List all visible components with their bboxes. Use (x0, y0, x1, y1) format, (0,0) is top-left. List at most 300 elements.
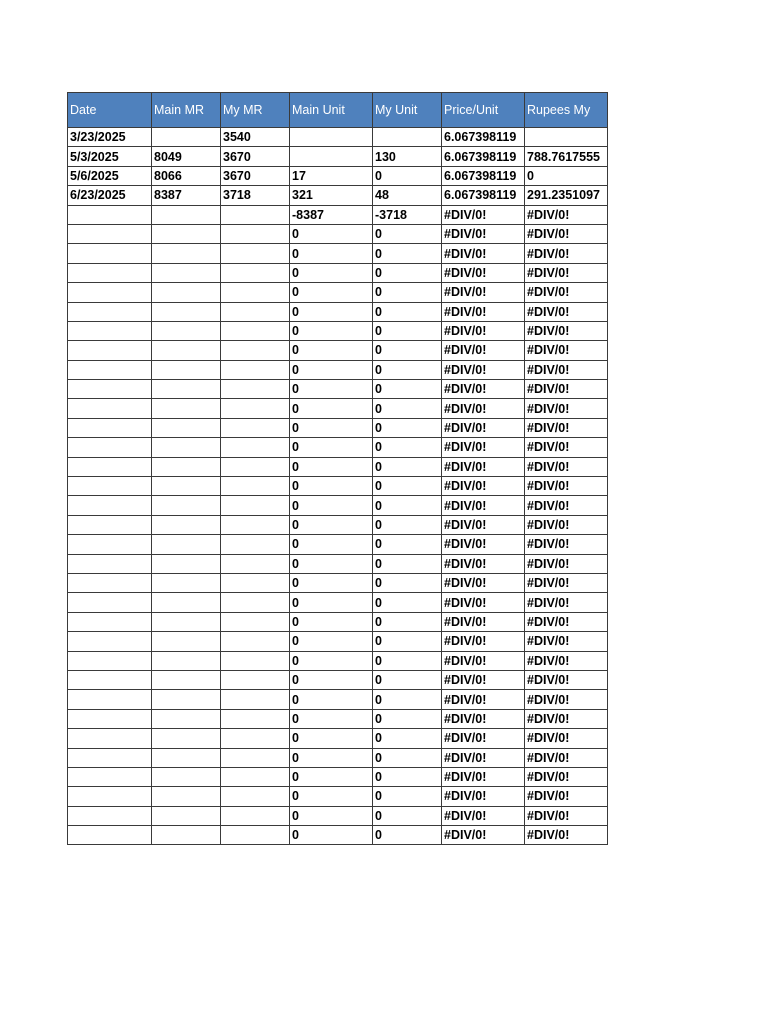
table-cell[interactable] (152, 515, 221, 534)
table-cell[interactable] (68, 670, 152, 689)
table-cell[interactable]: 0 (290, 573, 373, 592)
table-cell[interactable]: 8066 (152, 166, 221, 185)
table-cell[interactable] (68, 283, 152, 302)
table-cell[interactable] (152, 205, 221, 224)
table-cell[interactable]: #DIV/0! (442, 302, 525, 321)
table-cell[interactable]: 0 (373, 477, 442, 496)
table-cell[interactable] (221, 593, 290, 612)
table-cell[interactable]: #DIV/0! (442, 709, 525, 728)
column-header[interactable]: Rupees My (525, 93, 608, 128)
table-cell[interactable] (152, 612, 221, 631)
table-cell[interactable]: 0 (373, 438, 442, 457)
table-row (68, 224, 608, 243)
table-cell[interactable]: #DIV/0! (442, 806, 525, 825)
table-cell[interactable]: #DIV/0! (442, 477, 525, 496)
table-cell[interactable]: 6/23/2025 (68, 186, 152, 205)
table-cell[interactable] (152, 690, 221, 709)
table-row (68, 283, 608, 302)
table-cell[interactable]: 0 (290, 593, 373, 612)
table-cell[interactable] (221, 457, 290, 476)
table-cell[interactable]: 0 (290, 612, 373, 631)
table-cell[interactable] (68, 496, 152, 515)
table-row (68, 341, 608, 360)
table-cell[interactable] (152, 593, 221, 612)
table-row (68, 321, 608, 340)
table-cell[interactable]: #DIV/0! (442, 380, 525, 399)
table-cell[interactable]: 0 (290, 709, 373, 728)
table-cell[interactable]: 0 (290, 748, 373, 767)
table-row (68, 457, 608, 476)
table-cell[interactable] (221, 632, 290, 651)
table-row (68, 263, 608, 282)
column-header[interactable]: Price/Unit (442, 93, 525, 128)
table-cell[interactable] (68, 263, 152, 282)
table-cell[interactable]: 3670 (221, 147, 290, 166)
table-cell[interactable]: 0 (373, 535, 442, 554)
table-cell[interactable] (152, 244, 221, 263)
table-cell[interactable] (152, 302, 221, 321)
table-cell[interactable]: 0 (290, 554, 373, 573)
table-cell[interactable]: -8387 (290, 205, 373, 224)
table-cell[interactable] (68, 380, 152, 399)
table-cell[interactable]: -3718 (373, 205, 442, 224)
table-cell[interactable] (221, 767, 290, 786)
table-cell[interactable] (68, 826, 152, 845)
table-cell[interactable] (152, 670, 221, 689)
table-cell[interactable]: 3718 (221, 186, 290, 205)
table-cell[interactable] (221, 806, 290, 825)
table-cell[interactable] (221, 244, 290, 263)
table-cell[interactable]: 0 (290, 729, 373, 748)
table-cell[interactable]: 0 (373, 748, 442, 767)
table-cell[interactable]: 321 (290, 186, 373, 205)
table-cell[interactable]: #DIV/0! (525, 554, 608, 573)
table-row (68, 438, 608, 457)
table-cell[interactable] (152, 767, 221, 786)
table-cell[interactable]: #DIV/0! (525, 748, 608, 767)
table-row (68, 399, 608, 418)
table-cell[interactable] (68, 205, 152, 224)
table-row (68, 670, 608, 689)
table-cell[interactable]: #DIV/0! (442, 438, 525, 457)
table-cell[interactable]: #DIV/0! (525, 767, 608, 786)
table-cell[interactable]: #DIV/0! (442, 283, 525, 302)
table-cell[interactable] (221, 651, 290, 670)
table-row (68, 787, 608, 806)
table-cell[interactable]: 0 (290, 826, 373, 845)
table-cell[interactable]: 0 (290, 535, 373, 554)
table-cell[interactable] (152, 283, 221, 302)
table-cell[interactable]: 6.067398119 (442, 166, 525, 185)
table-cell[interactable] (221, 709, 290, 728)
table-cell[interactable] (221, 535, 290, 554)
table-cell[interactable]: #DIV/0! (442, 612, 525, 631)
table-cell[interactable]: 0 (373, 496, 442, 515)
table-cell[interactable]: 0 (290, 787, 373, 806)
table-cell[interactable]: 0 (373, 554, 442, 573)
table-cell[interactable]: 5/3/2025 (68, 147, 152, 166)
table-cell[interactable]: 0 (290, 477, 373, 496)
table-cell[interactable] (68, 399, 152, 418)
table-cell[interactable] (68, 360, 152, 379)
table-row (68, 535, 608, 554)
table-cell[interactable]: 0 (373, 787, 442, 806)
table-cell[interactable]: 0 (290, 380, 373, 399)
table-cell[interactable]: 48 (373, 186, 442, 205)
table-cell[interactable]: 0 (373, 224, 442, 243)
table-cell[interactable]: 0 (373, 593, 442, 612)
table-cell[interactable]: #DIV/0! (525, 302, 608, 321)
table-cell[interactable]: #DIV/0! (442, 651, 525, 670)
table-row (68, 651, 608, 670)
table-cell[interactable] (221, 263, 290, 282)
table-cell[interactable]: #DIV/0! (525, 496, 608, 515)
table-cell[interactable] (152, 826, 221, 845)
table-cell[interactable]: 0 (373, 283, 442, 302)
table-cell[interactable]: #DIV/0! (442, 826, 525, 845)
table-cell[interactable]: #DIV/0! (525, 690, 608, 709)
table-cell[interactable] (152, 263, 221, 282)
table-cell[interactable]: 6.067398119 (442, 147, 525, 166)
table-cell[interactable] (68, 690, 152, 709)
table-cell[interactable] (68, 535, 152, 554)
table-cell[interactable] (152, 535, 221, 554)
table-cell[interactable]: 3670 (221, 166, 290, 185)
table-cell[interactable]: 0 (373, 457, 442, 476)
table-cell[interactable]: 0 (373, 263, 442, 282)
table-cell[interactable] (152, 457, 221, 476)
column-header[interactable]: Main Unit (290, 93, 373, 128)
table-cell[interactable]: 0 (290, 767, 373, 786)
table-cell[interactable]: 0 (373, 341, 442, 360)
table-cell[interactable]: 0 (373, 709, 442, 728)
table-cell[interactable] (68, 515, 152, 534)
table-cell[interactable]: #DIV/0! (525, 205, 608, 224)
table-cell[interactable]: 3/23/2025 (68, 128, 152, 147)
table-cell[interactable] (68, 341, 152, 360)
table-cell[interactable] (68, 244, 152, 263)
table-cell[interactable] (221, 573, 290, 592)
table-cell[interactable]: 17 (290, 166, 373, 185)
table-cell[interactable] (221, 360, 290, 379)
table-cell[interactable]: 0 (290, 457, 373, 476)
column-header[interactable]: Date (68, 93, 152, 128)
table-cell[interactable]: #DIV/0! (442, 554, 525, 573)
table-cell[interactable]: 0 (373, 767, 442, 786)
table-cell[interactable] (68, 612, 152, 631)
table-cell[interactable] (221, 380, 290, 399)
table-cell[interactable] (221, 399, 290, 418)
table-cell[interactable]: #DIV/0! (442, 224, 525, 243)
header-row (68, 93, 608, 128)
table-cell[interactable]: #DIV/0! (525, 593, 608, 612)
table-cell[interactable]: 0 (373, 321, 442, 340)
column-header[interactable]: My Unit (373, 93, 442, 128)
table-cell[interactable]: 0 (525, 166, 608, 185)
table-cell[interactable]: #DIV/0! (525, 399, 608, 418)
table-row (68, 826, 608, 845)
table-cell[interactable]: #DIV/0! (525, 341, 608, 360)
table-cell[interactable]: #DIV/0! (525, 380, 608, 399)
table-cell[interactable]: #DIV/0! (442, 457, 525, 476)
table-cell[interactable]: 0 (373, 302, 442, 321)
table-cell[interactable] (152, 806, 221, 825)
table-cell[interactable]: #DIV/0! (442, 321, 525, 340)
table-row (68, 186, 608, 205)
table-cell[interactable]: 0 (373, 360, 442, 379)
table-cell[interactable]: 0 (373, 826, 442, 845)
table-cell[interactable]: #DIV/0! (442, 515, 525, 534)
table-cell[interactable] (221, 205, 290, 224)
table-cell[interactable] (221, 302, 290, 321)
table-cell[interactable]: #DIV/0! (442, 748, 525, 767)
table-cell[interactable] (290, 147, 373, 166)
table-cell[interactable]: #DIV/0! (442, 399, 525, 418)
table-cell[interactable] (68, 321, 152, 340)
table-cell[interactable] (152, 224, 221, 243)
table-cell[interactable]: #DIV/0! (525, 573, 608, 592)
table-cell[interactable]: 0 (290, 438, 373, 457)
table-cell[interactable] (221, 554, 290, 573)
table-cell[interactable] (68, 748, 152, 767)
table-row (68, 244, 608, 263)
table-cell[interactable]: #DIV/0! (525, 457, 608, 476)
table-cell[interactable] (152, 438, 221, 457)
table-cell[interactable] (152, 709, 221, 728)
table-cell[interactable]: 0 (373, 612, 442, 631)
table-cell[interactable] (221, 438, 290, 457)
table-cell[interactable]: #DIV/0! (525, 535, 608, 554)
table-cell[interactable]: 0 (290, 670, 373, 689)
table-cell[interactable]: #DIV/0! (442, 767, 525, 786)
table-cell[interactable] (152, 729, 221, 748)
table-cell[interactable] (221, 341, 290, 360)
table-row (68, 496, 608, 515)
spreadsheet-table (67, 92, 608, 845)
table-cell[interactable]: #DIV/0! (525, 612, 608, 631)
table-cell[interactable]: 291.2351097 (525, 186, 608, 205)
table-cell[interactable] (221, 321, 290, 340)
table-cell[interactable]: #DIV/0! (525, 670, 608, 689)
table-cell[interactable]: 0 (290, 418, 373, 437)
table-cell[interactable]: 130 (373, 147, 442, 166)
table-cell[interactable] (221, 515, 290, 534)
table-cell[interactable] (152, 321, 221, 340)
table-cell[interactable] (221, 418, 290, 437)
table-cell[interactable] (152, 787, 221, 806)
table-cell[interactable]: 0 (373, 806, 442, 825)
table-cell[interactable] (68, 787, 152, 806)
table-cell[interactable]: #DIV/0! (525, 709, 608, 728)
table-cell[interactable]: #DIV/0! (442, 573, 525, 592)
table-cell[interactable] (152, 399, 221, 418)
table-cell[interactable]: #DIV/0! (525, 438, 608, 457)
table-cell[interactable]: #DIV/0! (442, 263, 525, 282)
table-cell[interactable]: 0 (290, 244, 373, 263)
column-header[interactable]: My MR (221, 93, 290, 128)
table-cell[interactable]: 0 (290, 224, 373, 243)
table-cell[interactable]: 0 (373, 632, 442, 651)
table-cell[interactable] (221, 670, 290, 689)
table-cell[interactable]: #DIV/0! (442, 418, 525, 437)
table-cell[interactable]: #DIV/0! (525, 651, 608, 670)
table-cell[interactable] (221, 612, 290, 631)
table-cell[interactable] (152, 632, 221, 651)
table-row (68, 632, 608, 651)
table-row (68, 767, 608, 786)
table-cell[interactable]: 0 (290, 515, 373, 534)
table-cell[interactable]: 0 (373, 418, 442, 437)
table-cell[interactable]: #DIV/0! (525, 477, 608, 496)
table-cell[interactable]: #DIV/0! (525, 321, 608, 340)
table-cell[interactable]: #DIV/0! (525, 360, 608, 379)
table-cell[interactable] (152, 341, 221, 360)
table-row (68, 690, 608, 709)
table-cell[interactable]: #DIV/0! (525, 224, 608, 243)
table-cell[interactable]: 8049 (152, 147, 221, 166)
table-cell[interactable] (68, 651, 152, 670)
table-cell[interactable] (221, 224, 290, 243)
table-row (68, 302, 608, 321)
table-row (68, 360, 608, 379)
table-cell[interactable]: #DIV/0! (525, 787, 608, 806)
table-row (68, 166, 608, 185)
table-cell[interactable] (68, 477, 152, 496)
table-row (68, 128, 608, 147)
table-cell[interactable]: #DIV/0! (442, 787, 525, 806)
table-cell[interactable] (68, 806, 152, 825)
table-cell[interactable]: 6.067398119 (442, 128, 525, 147)
table-cell[interactable] (525, 128, 608, 147)
table-cell[interactable]: 0 (290, 806, 373, 825)
table-row (68, 612, 608, 631)
table-cell[interactable]: 0 (290, 399, 373, 418)
table-cell[interactable]: 0 (373, 651, 442, 670)
table-cell[interactable]: 0 (373, 380, 442, 399)
table-cell[interactable]: #DIV/0! (442, 341, 525, 360)
table-cell[interactable]: 0 (373, 690, 442, 709)
table-cell[interactable]: 5/6/2025 (68, 166, 152, 185)
table-cell[interactable]: #DIV/0! (525, 806, 608, 825)
table-cell[interactable] (221, 477, 290, 496)
table-cell[interactable] (221, 748, 290, 767)
table-cell[interactable]: #DIV/0! (442, 244, 525, 263)
table-cell[interactable]: #DIV/0! (525, 283, 608, 302)
table-cell[interactable]: 0 (373, 166, 442, 185)
table-cell[interactable] (221, 826, 290, 845)
table-cell[interactable] (152, 380, 221, 399)
table-row (68, 418, 608, 437)
table-cell[interactable]: 0 (373, 729, 442, 748)
table-row (68, 573, 608, 592)
table-cell[interactable] (68, 729, 152, 748)
table-cell[interactable]: #DIV/0! (525, 826, 608, 845)
table-cell[interactable]: 0 (373, 244, 442, 263)
table-cell[interactable]: 0 (373, 670, 442, 689)
table-cell[interactable]: 0 (290, 690, 373, 709)
table-cell[interactable]: 0 (290, 651, 373, 670)
column-header[interactable]: Main MR (152, 93, 221, 128)
table-cell[interactable] (68, 593, 152, 612)
table-cell[interactable]: 0 (290, 341, 373, 360)
table-cell[interactable] (68, 632, 152, 651)
table-row (68, 554, 608, 573)
table-cell[interactable] (290, 128, 373, 147)
table-cell[interactable]: #DIV/0! (525, 729, 608, 748)
table-cell[interactable]: #DIV/0! (525, 632, 608, 651)
table-cell[interactable]: #DIV/0! (442, 205, 525, 224)
table-cell[interactable] (68, 709, 152, 728)
table-cell[interactable] (152, 477, 221, 496)
table-cell[interactable]: #DIV/0! (442, 535, 525, 554)
table-cell[interactable] (152, 573, 221, 592)
table-cell[interactable] (221, 787, 290, 806)
table-cell[interactable]: 6.067398119 (442, 186, 525, 205)
table-cell[interactable] (152, 651, 221, 670)
table-cell[interactable]: 0 (290, 321, 373, 340)
table-cell[interactable]: 0 (290, 283, 373, 302)
table-cell[interactable]: 0 (290, 496, 373, 515)
table-cell[interactable]: 0 (373, 573, 442, 592)
table-cell[interactable] (68, 457, 152, 476)
table-row (68, 806, 608, 825)
table-cell[interactable] (152, 748, 221, 767)
table-cell[interactable] (68, 767, 152, 786)
table-cell[interactable] (152, 128, 221, 147)
table-cell[interactable]: 8387 (152, 186, 221, 205)
table-cell[interactable] (68, 573, 152, 592)
table-cell[interactable]: #DIV/0! (442, 496, 525, 515)
table-cell[interactable] (152, 554, 221, 573)
table-row (68, 147, 608, 166)
table-cell[interactable]: 0 (373, 399, 442, 418)
table-cell[interactable]: #DIV/0! (442, 729, 525, 748)
table-row (68, 205, 608, 224)
table-cell[interactable]: #DIV/0! (525, 418, 608, 437)
table-header (68, 93, 608, 128)
table-cell[interactable] (221, 690, 290, 709)
table-cell[interactable] (152, 418, 221, 437)
table-cell[interactable]: 0 (290, 360, 373, 379)
table-cell[interactable]: #DIV/0! (525, 263, 608, 282)
table-cell[interactable]: #DIV/0! (442, 670, 525, 689)
table-cell[interactable]: #DIV/0! (525, 515, 608, 534)
table-cell[interactable] (68, 418, 152, 437)
table-cell[interactable] (373, 128, 442, 147)
table-cell[interactable] (152, 496, 221, 515)
table-cell[interactable]: #DIV/0! (525, 244, 608, 263)
table-cell[interactable]: 0 (290, 263, 373, 282)
table-cell[interactable] (68, 438, 152, 457)
table-cell[interactable]: #DIV/0! (442, 360, 525, 379)
table-cell[interactable] (221, 496, 290, 515)
table-cell[interactable] (68, 554, 152, 573)
table-cell[interactable]: 0 (373, 515, 442, 534)
table-cell[interactable]: 788.7617555 (525, 147, 608, 166)
table-cell[interactable] (221, 729, 290, 748)
table-cell[interactable] (68, 224, 152, 243)
table-cell[interactable]: #DIV/0! (442, 632, 525, 651)
table-cell[interactable]: 3540 (221, 128, 290, 147)
table-row (68, 380, 608, 399)
table-cell[interactable]: 0 (290, 302, 373, 321)
table-cell[interactable]: 0 (290, 632, 373, 651)
table-cell[interactable]: #DIV/0! (442, 593, 525, 612)
table-cell[interactable] (221, 283, 290, 302)
table-cell[interactable] (68, 302, 152, 321)
table-cell[interactable]: #DIV/0! (442, 690, 525, 709)
table-cell[interactable] (152, 360, 221, 379)
